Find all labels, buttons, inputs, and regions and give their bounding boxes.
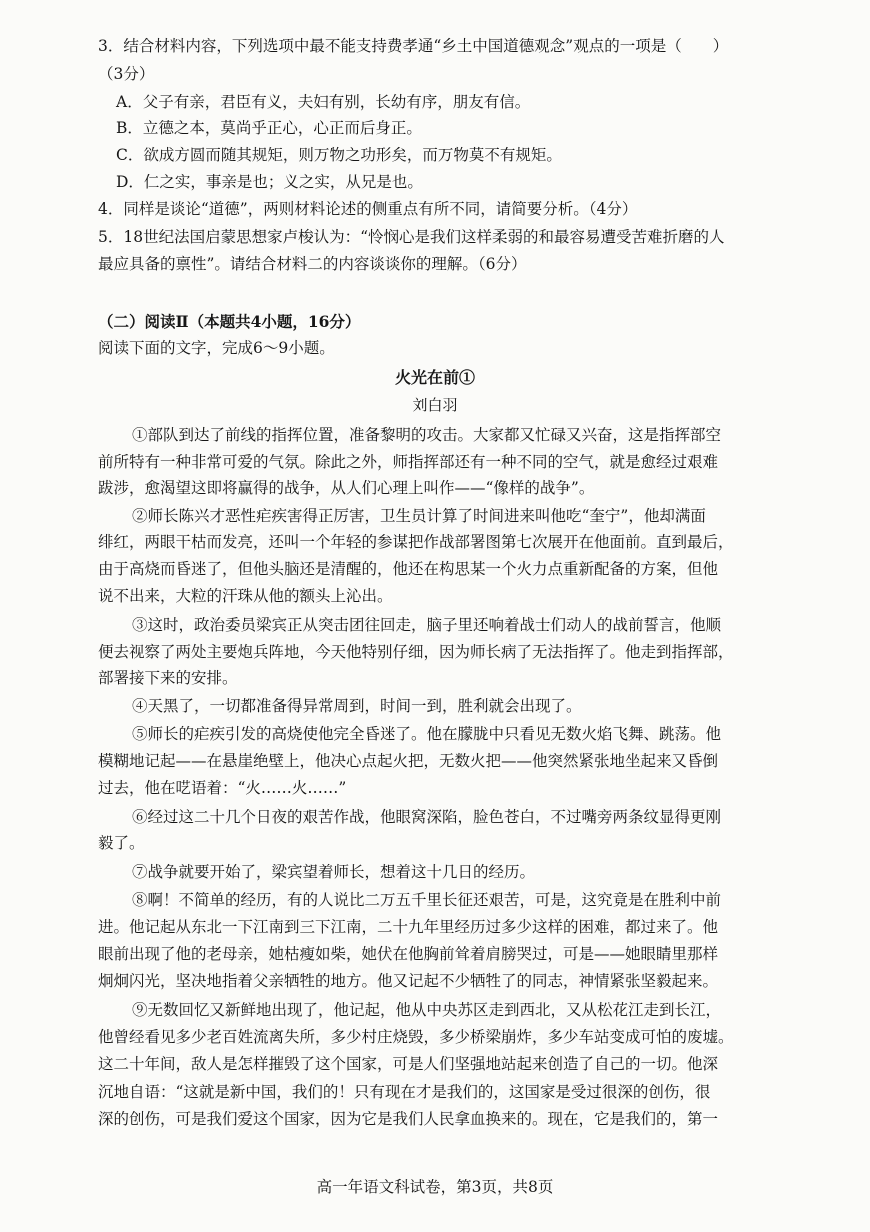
article-author: 刘白羽: [412, 396, 458, 414]
article-line: ②师长陈兴才恶性疟疾害得正厉害，卫生员计算了时间进来叫他吃“奎宁”，他却满面: [132, 507, 706, 525]
question-5-line-2: 最应具备的禀性”。请结合材料二的内容谈谈你的理解。（6分）: [98, 255, 527, 273]
question-3-stem: 3．结合材料内容，下列选项中最不能支持费孝通“乡土中国道德观念”观点的一项是（ ）: [98, 37, 729, 55]
article-line: ⑨无数回忆又新鲜地出现了，他记起，他从中央苏区走到西北，又从松花江走到长江，: [132, 1001, 722, 1019]
question-5-line-1: 5．18世纪法国启蒙思想家卢梭认为：“怜悯心是我们这样柔弱的和最容易遭受苦难折磨的人: [98, 228, 725, 246]
article-line: 炯炯闪光，坚决地指着父亲牺牲的地方。他又记起不少牺牲了的同志，神情紧张坚毅起来。: [98, 972, 719, 990]
question-4: 4．同样是谈论“道德”，两则材料论述的侧重点有所不同，请简要分析。（4分）: [98, 200, 638, 218]
article-title: 火光在前①: [394, 368, 475, 387]
article-line: 部署接下来的安排。: [98, 669, 238, 687]
article-line: 模糊地记起——在悬崖绝壁上，他决心点起火把，无数火把——他突然紧张地坐起来又昏倒: [98, 752, 719, 770]
article-line: 说不出来，大粒的汗珠从他的额头上沁出。: [98, 587, 393, 605]
article-line: ⑥经过这二十几个日夜的艰苦作战，他眼窝深陷，脸色苍白，不过嘴旁两条纹显得更刚: [132, 808, 722, 826]
article-line: 便去视察了两处主要炮兵阵地，今天他特别仔细，因为师长病了无法指挥了。他走到指挥部，: [98, 643, 734, 661]
section-heading: （二）阅读Ⅱ（本题共4小题，16分）: [98, 312, 361, 331]
article-line: 前所特有一种非常可爱的气氛。除此之外，师指挥部还有一种不同的空气，就是愈经过艰难: [98, 453, 719, 471]
question-3-option-b: B．立德之本，莫尚乎正心，心正而后身正。: [116, 119, 422, 137]
article-line: 深的创伤，可是我们爱这个国家，因为它是我们人民拿血换来的。现在，它是我们的，第一: [98, 1110, 719, 1128]
article-line: ⑤师长的疟疾引发的高烧使他完全昏迷了。他在朦胧中只看见无数火焰飞舞、跳荡。他: [132, 725, 722, 743]
question-3-score: （3分）: [98, 65, 155, 83]
article-line: 眼前出现了他的老母亲，她枯瘦如柴，她伏在他胸前耸着肩膀哭过，可是——她眼睛里那样: [98, 945, 719, 963]
article-line: 沉地自语：“这就是新中国，我们的！只有现在才是我们的，这国家是受过很深的创伤，很: [98, 1083, 711, 1101]
article-line: 过去，他在呓语着：“火……火……”: [98, 779, 347, 797]
article-line: 毅了。: [98, 834, 145, 852]
question-3-option-d: D．仁之实，事亲是也；义之实，从兄是也。: [116, 173, 423, 191]
article-line: ①部队到达了前线的指挥位置，准备黎明的攻击。大家都又忙碌又兴奋，这是指挥部空: [132, 426, 722, 444]
article-line: 他曾经看见多少老百姓流离失所，多少村庄烧毁，多少桥梁崩炸，多少车站变成可怕的废墟。: [98, 1028, 734, 1046]
article-line: 绯红，两眼干枯而发亮，还叫一个年轻的参谋把作战部署图第七次展开在他面前。直到最后，: [98, 533, 734, 551]
article-line: 进。他记起从东北一下江南到三下江南，二十九年里经历过多少这样的困难，都过来了。他: [98, 918, 719, 936]
article-line: 由于高烧而昏迷了，但他头脑还是清醒的，他还在构思某一个火力点重新配备的方案，但他: [98, 560, 719, 578]
article-line: 跋涉，愈渴望这即将赢得的战争，从人们心理上叫作——“像样的战争”。: [98, 479, 595, 497]
article-line: ⑧啊！不简单的经历，有的人说比二万五千里长征还艰苦，可是，这究竟是在胜利中前: [132, 891, 722, 909]
section-instruction: 阅读下面的文字，完成6～9小题。: [98, 339, 335, 357]
question-3-option-a: A．父子有亲，君臣有义，夫妇有别，长幼有序，朋友有信。: [116, 93, 531, 111]
article-line: 这二十年间，敌人是怎样摧毁了这个国家，可是人们坚强地站起来创造了自己的一切。他深: [98, 1055, 719, 1073]
page-footer: 高一年语文科试卷，第3页，共8页: [316, 1178, 554, 1196]
article-line: ④天黑了，一切都准备得异常周到，时间一到，胜利就会出现了。: [132, 697, 582, 715]
article-line: ③这时，政治委员梁宾正从突击团往回走，脑子里还响着战士们动人的战前誓言，他顺: [132, 616, 722, 634]
question-3-option-c: C．欲成方圆而随其规矩，则万物之功形矣，而万物莫不有规矩。: [116, 146, 562, 164]
article-line: ⑦战争就要开始了，梁宾望着师长，想着这十几日的经历。: [132, 863, 536, 881]
